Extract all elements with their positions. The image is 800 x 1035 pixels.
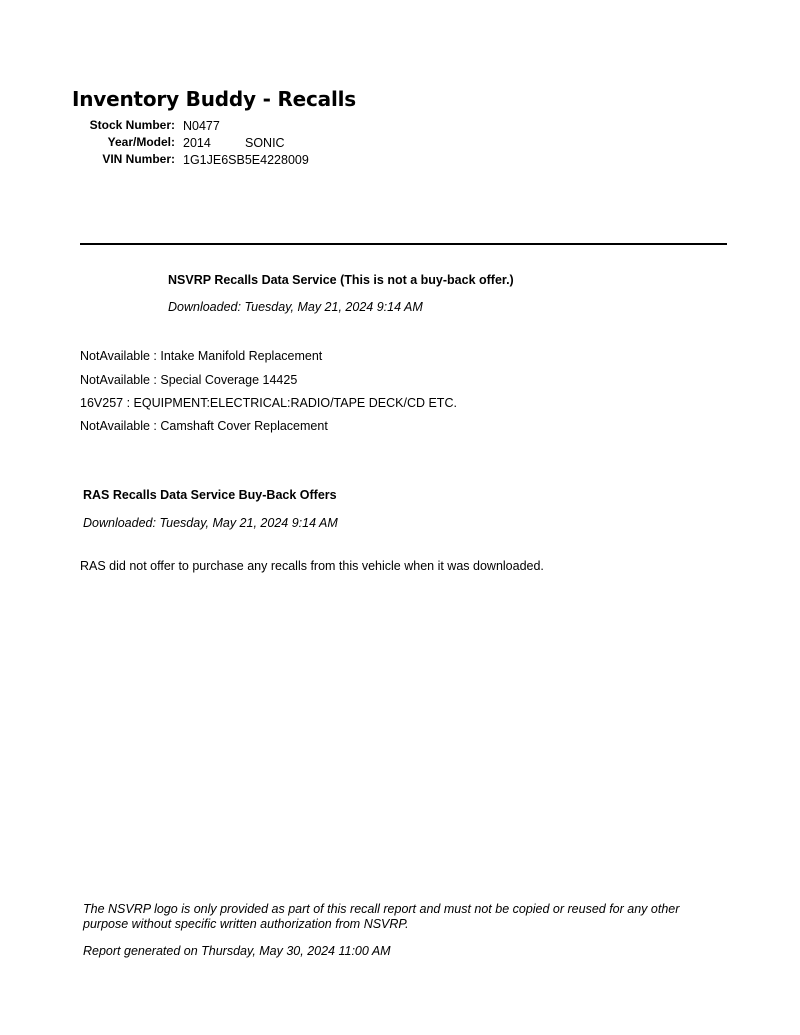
stock-number-label: Stock Number:: [89, 118, 175, 132]
section-divider: [80, 243, 727, 245]
recall-item: NotAvailable : Camshaft Cover Replacement: [80, 419, 328, 433]
recall-item: NotAvailable : Special Coverage 14425: [80, 373, 298, 387]
recall-item: 16V257 : EQUIPMENT:ELECTRICAL:RADIO/TAPE DECK/CD ETC.: [80, 396, 457, 410]
vin-number-label: VIN Number:: [102, 152, 175, 166]
ras-message: RAS did not offer to purchase any recalls from this vehicle when it was downloaded.: [80, 559, 544, 573]
nsvrp-downloaded-date: Downloaded: Tuesday, May 21, 2024 9:14 AM: [168, 300, 423, 314]
vin-number-value: 1G1JE6SB5E4228009: [183, 153, 309, 167]
logo-notice: The NSVRP logo is only provided as part of this recall report and must not be copied or reused for any other purpose without specific written authorization from NSVRP.: [83, 902, 680, 931]
report-generated-date: Report generated on Thursday, May 30, 2024 11:00 AM: [83, 944, 391, 958]
ras-downloaded-date: Downloaded: Tuesday, May 21, 2024 9:14 AM: [83, 516, 338, 530]
ras-section-title: RAS Recalls Data Service Buy-Back Offers: [83, 488, 337, 502]
page-title: Inventory Buddy - Recalls: [72, 87, 356, 111]
stock-number-value: N0477: [183, 119, 220, 133]
model-value: SONIC: [245, 136, 285, 150]
year-value: 2014: [183, 136, 211, 150]
nsvrp-section-title: NSVRP Recalls Data Service (This is not a buy-back offer.): [168, 273, 514, 287]
recall-item: NotAvailable : Intake Manifold Replacement: [80, 349, 323, 363]
year-model-label: Year/Model:: [107, 135, 175, 149]
